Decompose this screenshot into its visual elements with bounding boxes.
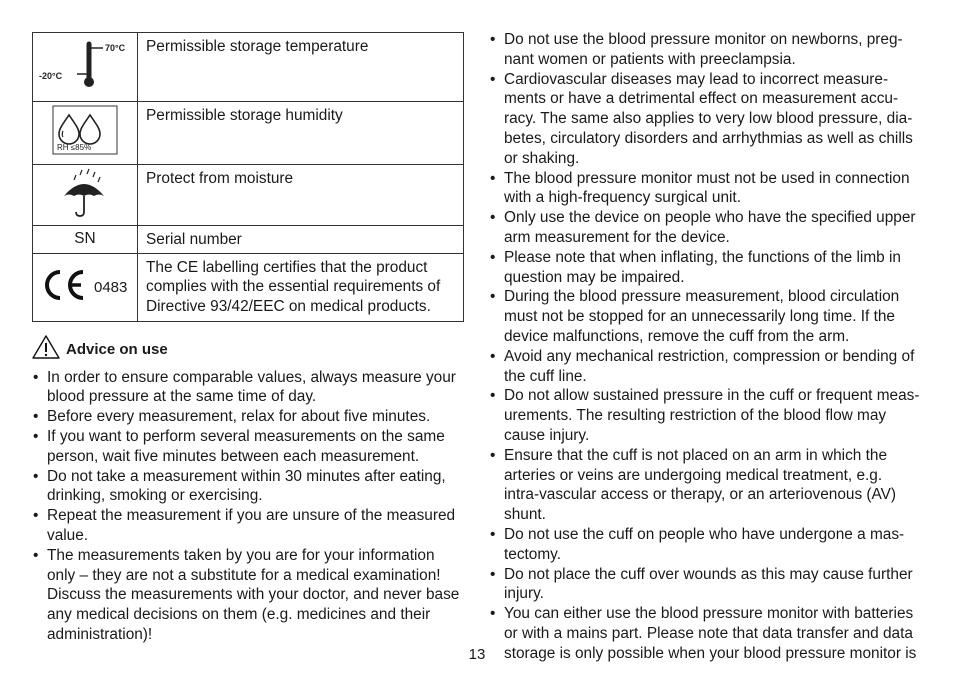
symbol-description: Permissible storage temperature [146,38,369,55]
symbol-description: The CE labelling certifies that the product complies with the essential requirements of Directive 93/42/EEC on medical products. [146,258,441,316]
list-item: • If you want to perform several measurements on the same person, wait five minutes between each measurement. [32,427,464,467]
notified-body-number: 0483 [94,279,128,297]
umbrella-rain-icon [33,164,138,225]
humidity-drops-icon [33,101,138,164]
list-item: • Do not allow sustained pressure in the cuff or frequent meas-urements. The resulting restriction of the blood flow may cause injury. [489,386,921,445]
ce-mark-icon [33,253,138,321]
list-item: • Do not place the cuff over wounds as this may cause further injury. [489,565,921,605]
list-item: • Cardiovascular diseases may lead to incorrect measure-ments or have a detrimental effect on measurement accu-racy. The same also applies to very low blood pressure, dia-betes, circulatory disorders and arrhythmias as well as chills or shaking. [489,70,921,169]
advice-list [32,368,464,645]
table-row [33,33,464,102]
table-row [33,253,464,321]
left-column [32,32,464,645]
list-item: • Before every measurement, relax for about five minutes. [32,407,464,427]
table-row [33,101,464,164]
symbol-description: Permissible storage humidity [146,106,343,124]
symbols-table [32,32,464,322]
table-row [33,225,464,253]
list-item: • The blood pressure monitor must not be used in connection with a high-frequency surgical unit. [489,169,921,209]
list-item: • Only use the device on people who have the specified upper arm measurement for the device. [489,208,921,248]
table-row [33,164,464,225]
list-item: • Do not use the cuff on people who have undergone a mas-tectomy. [489,525,921,565]
thermometer-icon [33,33,138,102]
list-item: • The measurements taken by you are for your information only – they are not a substitute for a medical examination! Discuss the measurements with your doctor, and never base any medical decisions on them (e.g. medicines and their administration)! [32,546,464,645]
serial-number-symbol: SN [33,225,138,253]
list-item: • Do not use the blood pressure monitor on newborns, preg-nant women or patients with preeclampsia. [489,30,921,70]
page-number: 13 [468,646,486,663]
precautions-list [489,30,921,664]
thermometer-max-label: 70°C [105,43,126,53]
warning-triangle-icon [32,334,66,366]
list-item: • Repeat the measurement if you are unsure of the measured value. [32,506,464,546]
list-item: • You can either use the blood pressure monitor with batteries or with a mains part. Please note that data transfer and data storage is only possible when your blood pressure monitor is [489,604,921,663]
list-item: • Do not take a measurement within 30 minutes after eating, drinking, smoking or exercising. [32,467,464,507]
humidity-label: RH ≤85% [57,142,92,152]
list-item: • Ensure that the cuff is not placed on an arm in which the arteries or veins are undergoing medical treatment, e.g. intra-vascular access or therapy, or an arteriovenous (AV) shunt. [489,446,921,525]
list-item: • Please note that when inflating, the functions of the limb in question may be impaired. [489,248,921,288]
symbol-description: Protect from moisture [146,169,294,187]
list-item: • Avoid any mechanical restriction, compression or bending of the cuff line. [489,347,921,387]
list-item: • During the blood pressure measurement, blood circulation must not be stopped for an unnecessarily long time. If the device malfunctions, remove the cuff from the arm. [489,287,921,346]
advice-heading [32,336,464,364]
thermometer-min-label: -20°C [39,71,63,81]
symbol-description: Serial number [146,230,242,248]
right-column [489,30,921,664]
list-item: • In order to ensure comparable values, always measure your blood pressure at the same time of day. [32,368,464,408]
advice-title: Advice on use [66,340,168,358]
